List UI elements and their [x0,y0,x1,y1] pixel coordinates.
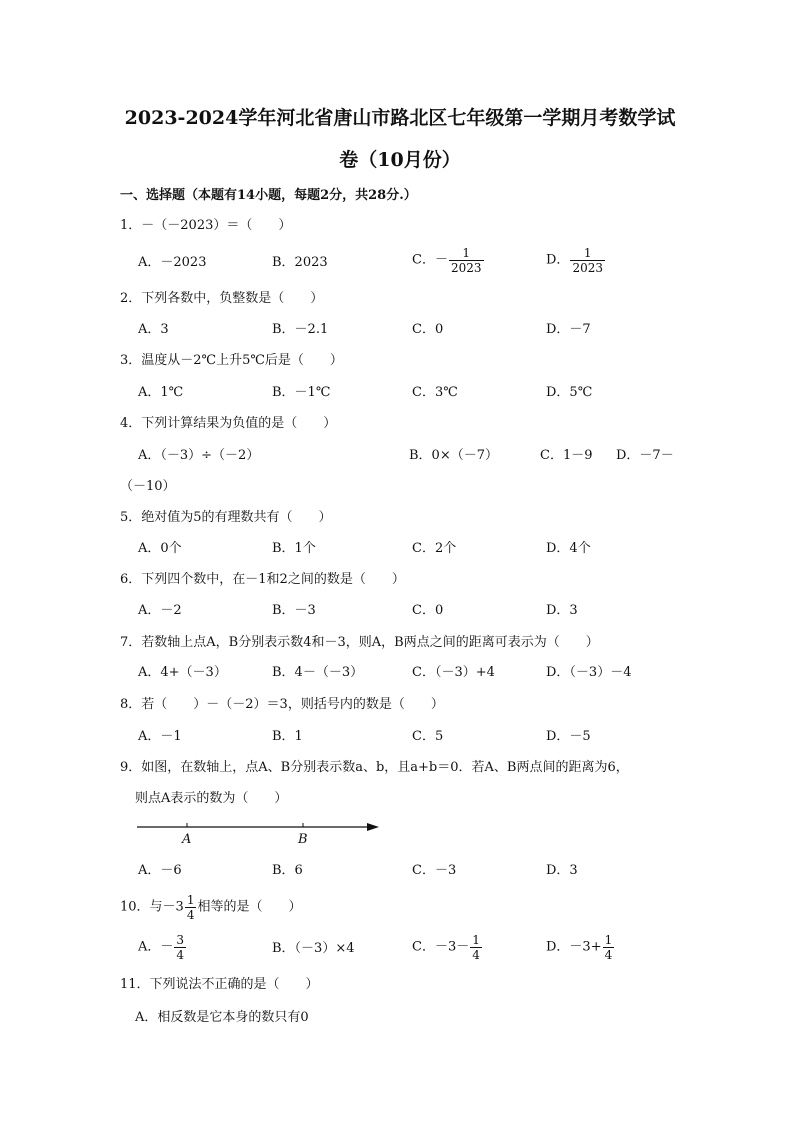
q7-option-a: A．4+（－3） [138,665,227,680]
q10-option-c-numerator: 1 [472,933,480,947]
q10-option-a-fraction [174,933,186,962]
q1-option-a: A．－2023 [138,255,207,270]
q10-stem-prefix: 10．与－3 [120,899,184,915]
q3-option-d: D．5℃ [546,385,593,400]
q4-option-c: C．1－9 [540,448,593,463]
page-title-line1: 2023-2024学年河北省唐山市路北区七年级第一学期月考数学试 [124,107,676,129]
q1-option-c-denominator: 2023 [450,261,482,275]
q10-stem-fraction [185,893,197,922]
q1-option-d-prefix: D． [546,252,570,268]
q9-option-d: D．3 [546,863,578,878]
q6-option-c: C．0 [412,603,444,618]
q1-option-d [546,246,606,275]
q7-option-c: C．（－3）+4 [412,665,495,680]
q1-option-c-numerator: 1 [449,246,484,261]
question-5-stem: 5．绝对值为5的有理数共有（ ） [120,510,332,525]
question-2-stem: 2．下列各数中，负整数是（ ） [120,291,324,306]
section-heading: 一、选择题（本题有14小题，每题2分，共28分.） [120,188,417,203]
q1-option-d-fraction [570,246,605,275]
question-4-stem: 4．下列计算结果为负值的是（ ） [120,416,337,431]
q9-option-a: A．－6 [138,863,182,878]
page-title-line2: 卷（10月份） [339,149,461,171]
q10-stem-suffix: 相等的是（ ） [197,899,302,915]
q10-option-d-fraction [603,933,615,962]
q9-option-b: B．6 [272,863,303,878]
q2-option-c: C．0 [412,322,444,337]
q10-option-d-denominator: 4 [604,948,613,962]
q4-option-a: A．（－3）÷（－2） [138,448,260,463]
q8-option-c: C．5 [412,729,444,744]
q1-option-d-denominator: 2023 [572,261,603,275]
q7-option-b: B．4－（－3） [272,665,364,680]
q10-option-a [138,933,187,962]
q1-option-c-prefix: C．－ [412,252,448,268]
q3-option-a: A．1℃ [138,385,184,400]
q2-option-b: B．－2.1 [272,322,329,337]
question-8-stem: 8．若（ ）－（－2）＝3，则括号内的数是（ ） [120,697,444,712]
q10-option-d [546,933,615,962]
number-line-arrow [367,823,379,831]
q5-option-c: C．2个 [412,541,457,556]
q1-option-d-numerator: 1 [570,246,605,261]
q10-option-d-numerator: 1 [604,933,613,947]
q10-option-d-prefix: D．－3+ [546,939,602,955]
q10-option-a-prefix: A．－ [138,939,174,955]
q8-option-b: B．1 [272,729,303,744]
q6-option-b: B．－3 [272,603,316,618]
q5-option-b: B．1个 [272,541,316,556]
question-9-stem-line2: 则点A表示的数为（ ） [135,791,288,806]
question-10-stem [120,893,301,922]
number-line-figure [135,817,385,839]
q10-option-c-prefix: C．－3－ [412,939,470,955]
q10-option-c [412,933,483,962]
q6-option-d: D．3 [546,603,578,618]
q1-option-c [412,246,485,275]
question-1-stem: 1．－（－2023）＝（ ） [120,218,292,233]
q4-option-b: B．0×（－7） [409,448,498,463]
q1-option-c-fraction [449,246,484,275]
number-line-label-a: A [182,832,192,847]
q8-option-a: A．－1 [138,729,182,744]
question-7-stem: 7．若数轴上点A，B分别表示数4和－3，则A，B两点之间的距离可表示为（ ） [120,635,599,650]
q2-option-d: D．－7 [546,322,591,337]
q10-option-a-denominator: 4 [176,948,185,962]
number-line-label-b: B [298,832,308,847]
q9-option-c: C．－3 [412,863,457,878]
q8-option-d: D．－5 [546,729,591,744]
q6-option-a: A．－2 [138,603,182,618]
q4-option-d-wrap: （－10） [120,479,176,494]
q10-option-c-denominator: 4 [472,948,480,962]
q5-option-a: A．0个 [138,541,182,556]
question-3-stem: 3．温度从－2℃上升5℃后是（ ） [120,353,343,368]
q10-option-b: B．（－3）×4 [272,941,355,956]
q3-option-c: C．3℃ [412,385,458,400]
q5-option-d: D．4个 [546,541,591,556]
question-9-stem: 9．如图，在数轴上，点A、B分别表示数a、b，且a+b＝0．若A、B两点间的距离为6， [120,760,629,775]
q10-stem-numerator: 1 [186,893,195,907]
q4-option-d: D．－7－ [616,448,674,463]
q10-option-a-numerator: 3 [176,933,185,947]
q10-stem-denominator: 4 [186,908,195,922]
q11-option-a: A．相反数是它本身的数只有0 [135,1010,309,1025]
question-11-stem: 11．下列说法不正确的是（ ） [120,977,319,992]
q7-option-d: D．（－3）－4 [546,665,632,680]
question-6-stem: 6．下列四个数中，在－1和2之间的数是（ ） [120,572,405,587]
q2-option-a: A．3 [138,322,169,337]
q3-option-b: B．－1℃ [272,385,331,400]
q10-option-c-fraction [470,933,482,962]
q1-option-b: B．2023 [272,255,328,270]
